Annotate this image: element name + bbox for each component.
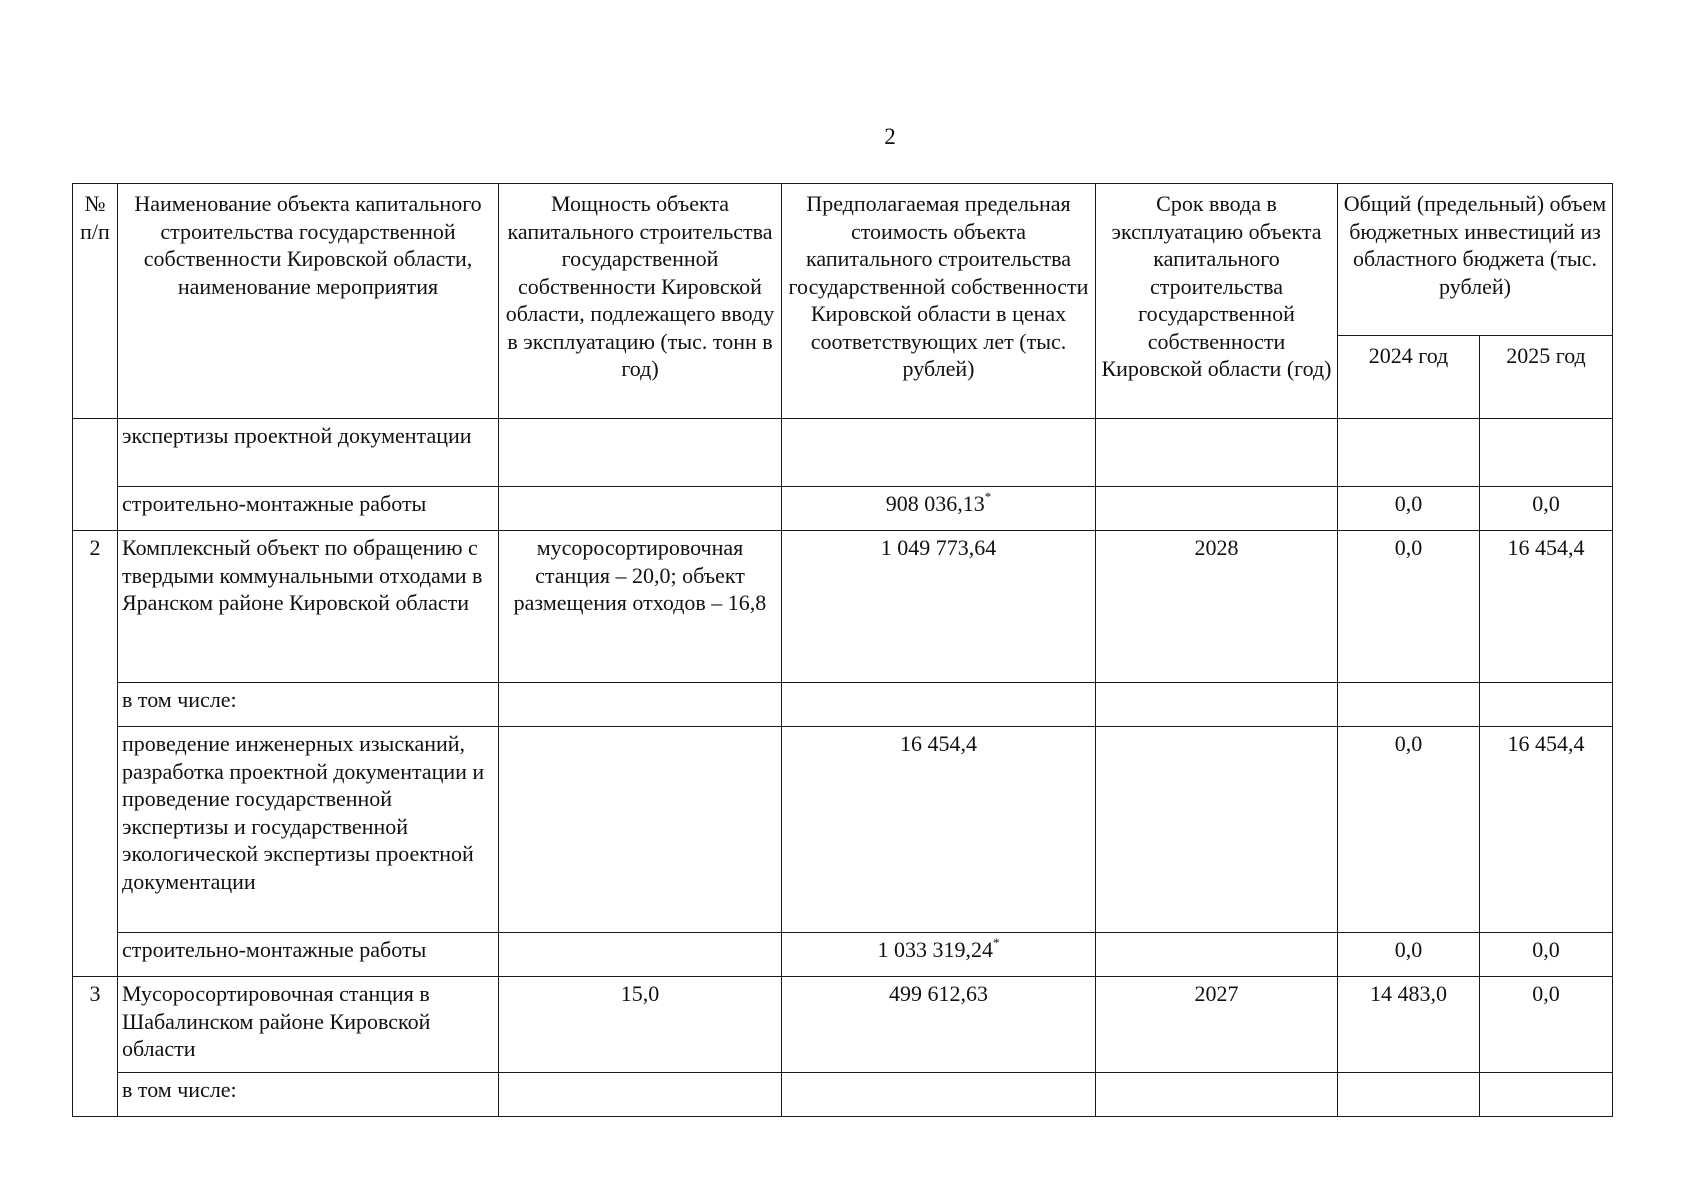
row-capacity: мусоросортировочная станция – 20,0; объект размещения отходов – 16,8 — [499, 531, 782, 683]
footnote-mark: * — [993, 934, 1000, 950]
cost-value: 1 049 773,64 — [880, 535, 997, 560]
row-2025: 16 454,4 — [1480, 531, 1613, 683]
table-row — [73, 977, 1613, 1073]
row-term: 2028 — [1096, 531, 1338, 683]
row-name: проведение инженерных изысканий, разработка проектной документации и проведение государственной экспертизы и государственной экологической экспертизы проектной документации — [118, 727, 499, 933]
row-capacity — [499, 419, 782, 487]
row-capacity — [499, 487, 782, 531]
cost-value: 499 612,63 — [889, 981, 988, 1006]
row-2024: 0,0 — [1338, 727, 1480, 933]
row-2025: 16 454,4 — [1480, 727, 1613, 933]
table-row — [73, 531, 1613, 683]
row-name: Мусоросортировочная станция в Шабалинском районе Кировской области — [118, 977, 499, 1073]
header-num: № п/п — [73, 184, 118, 419]
header-term: Срок ввода в эксплуатацию объекта капитального строительства государственной собственности Кировской области (год) — [1096, 184, 1338, 419]
row-2025 — [1480, 1073, 1613, 1117]
row-num — [73, 419, 118, 487]
header-cost: Предполагаемая предельная стоимость объекта капитального строительства государственной собственности Кировской области в ценах соответствующих лет (тыс. рублей) — [782, 184, 1096, 419]
table-row — [73, 487, 1613, 531]
table-row — [73, 683, 1613, 727]
row-2024 — [1338, 1073, 1480, 1117]
row-2024: 14 483,0 — [1338, 977, 1480, 1073]
row-term — [1096, 683, 1338, 727]
row-num — [73, 933, 118, 977]
row-cost — [782, 683, 1096, 727]
row-term — [1096, 1073, 1338, 1117]
row-num: 2 — [73, 531, 118, 683]
row-num: 3 — [73, 977, 118, 1073]
row-name: в том числе: — [118, 683, 499, 727]
header-investment: Общий (предельный) объем бюджетных инвестиций из областного бюджета (тыс. рублей) — [1338, 184, 1613, 336]
row-capacity: 15,0 — [499, 977, 782, 1073]
row-term — [1096, 727, 1338, 933]
row-term — [1096, 487, 1338, 531]
row-capacity — [499, 933, 782, 977]
row-name: строительно-монтажные работы — [118, 487, 499, 531]
investment-table — [72, 183, 1613, 1117]
row-2025: 0,0 — [1480, 977, 1613, 1073]
row-cost — [782, 487, 1096, 531]
row-cost — [782, 1073, 1096, 1117]
row-capacity — [499, 683, 782, 727]
table-row — [73, 1073, 1613, 1117]
row-capacity — [499, 727, 782, 933]
header-name: Наименование объекта капитального строительства государственной собственности Кировской области, наименование мероприятия — [118, 184, 499, 419]
row-2024: 0,0 — [1338, 531, 1480, 683]
row-num — [73, 487, 118, 531]
row-2025 — [1480, 683, 1613, 727]
row-2024: 0,0 — [1338, 487, 1480, 531]
row-2025 — [1480, 419, 1613, 487]
row-cost — [782, 531, 1096, 683]
row-num — [73, 683, 118, 727]
row-cost — [782, 727, 1096, 933]
header-year-2024: 2024 год — [1338, 336, 1480, 419]
row-capacity — [499, 1073, 782, 1117]
row-2024 — [1338, 419, 1480, 487]
row-term — [1096, 419, 1338, 487]
cost-value: 16 454,4 — [900, 731, 977, 756]
table-row — [73, 727, 1613, 933]
row-num — [73, 727, 118, 933]
row-2024 — [1338, 683, 1480, 727]
row-name: в том числе: — [118, 1073, 499, 1117]
row-num — [73, 1073, 118, 1117]
row-name: строительно-монтажные работы — [118, 933, 499, 977]
row-term — [1096, 933, 1338, 977]
cost-value: 1 033 319,24 — [877, 937, 993, 962]
table-row — [73, 933, 1613, 977]
header-capacity: Мощность объекта капитального строительства государственной собственности Кировской области, подлежащего вводу в эксплуатацию (тыс. тонн в год) — [499, 184, 782, 419]
row-2024: 0,0 — [1338, 933, 1480, 977]
row-name: Комплексный объект по обращению с твердыми коммунальными отходами в Яранском районе Кировской области — [118, 531, 499, 683]
row-cost — [782, 977, 1096, 1073]
page-number: 2 — [884, 124, 896, 149]
row-2025: 0,0 — [1480, 933, 1613, 977]
footnote-mark: * — [984, 488, 992, 504]
cost-value: 908 036,13 — [885, 491, 985, 516]
row-name: экспертизы проектной документации — [118, 419, 499, 487]
header-year-2025: 2025 год — [1480, 336, 1613, 419]
row-cost — [782, 419, 1096, 487]
row-cost — [782, 933, 1096, 977]
row-term: 2027 — [1096, 977, 1338, 1073]
table-row — [73, 419, 1613, 487]
row-2025: 0,0 — [1480, 487, 1613, 531]
